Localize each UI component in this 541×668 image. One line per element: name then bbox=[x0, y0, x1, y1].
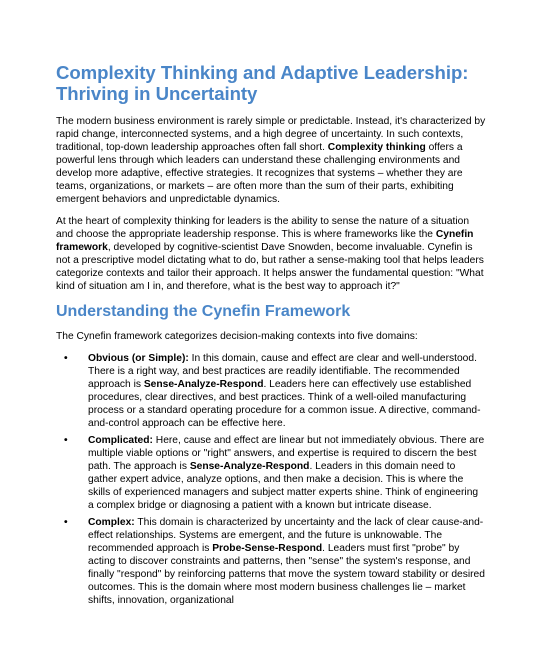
domain-text: . Leaders here can effectively use established procedures, clear directives, and best practices. Think of a well-oiled manufacturing process or a standard operating procedure for a common issue. A directive, command-and-control approach can be effective here. bbox=[88, 379, 481, 429]
domain-text: . Leaders in this domain need to gather expert advice, analyze options, and then make a decision. This is where the skills of experienced managers and subject matter experts shine. Think of engineering a complex bridge or diagnosing a patient with a known but intricate disease. bbox=[88, 461, 479, 511]
intro-text: offers a powerful lens through which leaders can understand these challenging environments and develop more adaptive, effective strategies. It recognizes that systems – whether they are teams, organizations, or markets – are often more than the sum of their parts, exhibiting emergent behaviors and unpredictable dynamics. bbox=[56, 142, 463, 205]
intro-paragraph-2 bbox=[56, 215, 486, 293]
page-title: Complexity Thinking and Adaptive Leadership: Thriving in Uncertainty bbox=[56, 62, 469, 104]
domain-list bbox=[56, 352, 486, 607]
domain-approach: Sense-Analyze-Respond bbox=[143, 379, 264, 390]
document-body bbox=[56, 62, 486, 611]
intro-text: The modern business environment is rarely simple or predictable. Instead, it's characterized by rapid change, interconnected systems, and a high degree of uncertainty. In such contexts, traditional, top-down leadership approaches often fall short. bbox=[56, 116, 486, 153]
bold-term: Complexity thinking bbox=[327, 142, 426, 153]
domain-text: . Leaders must first "probe" by acting to discover constraints and patterns, then "sense" the system's response, and finally "respond" by reinforcing patterns that move the system toward stability or desired outcomes. This is the domain where most modern business challenges lie – market shifts, innovation, organizational bbox=[88, 543, 485, 606]
bold-term: Cynefin framework bbox=[56, 229, 474, 253]
domain-label: Complex: bbox=[88, 517, 135, 528]
bullet-icon: • bbox=[64, 353, 68, 364]
domain-text: Here, cause and effect are linear but not immediately obvious. There are multiple viable options or "right" answers, and expertise is required to discern the best path. The approach is bbox=[88, 435, 485, 472]
domain-approach: Probe-Sense-Respond bbox=[212, 543, 323, 554]
domain-label: Complicated: bbox=[88, 435, 153, 446]
bullet-icon: • bbox=[64, 517, 68, 528]
intro-text: , developed by cognitive-scientist Dave Snowden, become invaluable. Cynefin is not a prescriptive model dictating what to do, but rather a sense-making tool that helps leaders categorize contexts and tailor their approach. It helps answer the fundamental question: "What kind of situation am I in, and therefore, what is the best way to approach it?" bbox=[56, 242, 484, 292]
section-heading: Understanding the Cynefin Framework bbox=[56, 303, 351, 320]
domain-text: This domain is characterized by uncertainty and the lack of clear cause-and-effect relationships. Systems are emergent, and the future is unknowable. The recommended approach is bbox=[88, 517, 484, 554]
domain-text: In this domain, cause and effect are clear and well-understood. There is a right way, and best practices are readily identifiable. The recommended approach is bbox=[88, 353, 477, 390]
intro-paragraph-1 bbox=[56, 115, 486, 206]
domain-approach: Sense-Analyze-Respond bbox=[189, 461, 310, 472]
list-item-obvious bbox=[56, 352, 486, 430]
list-item-complicated bbox=[56, 434, 486, 512]
section-lead: The Cynefin framework categorizes decision-making contexts into five domains: bbox=[56, 331, 418, 342]
intro-text: At the heart of complexity thinking for leaders is the ability to sense the nature of a situation and choose the appropriate leadership response. This is where frameworks like the bbox=[56, 216, 470, 240]
domain-label: Obvious (or Simple): bbox=[88, 353, 189, 364]
list-item-complex bbox=[56, 516, 486, 607]
bullet-icon: • bbox=[64, 435, 68, 446]
